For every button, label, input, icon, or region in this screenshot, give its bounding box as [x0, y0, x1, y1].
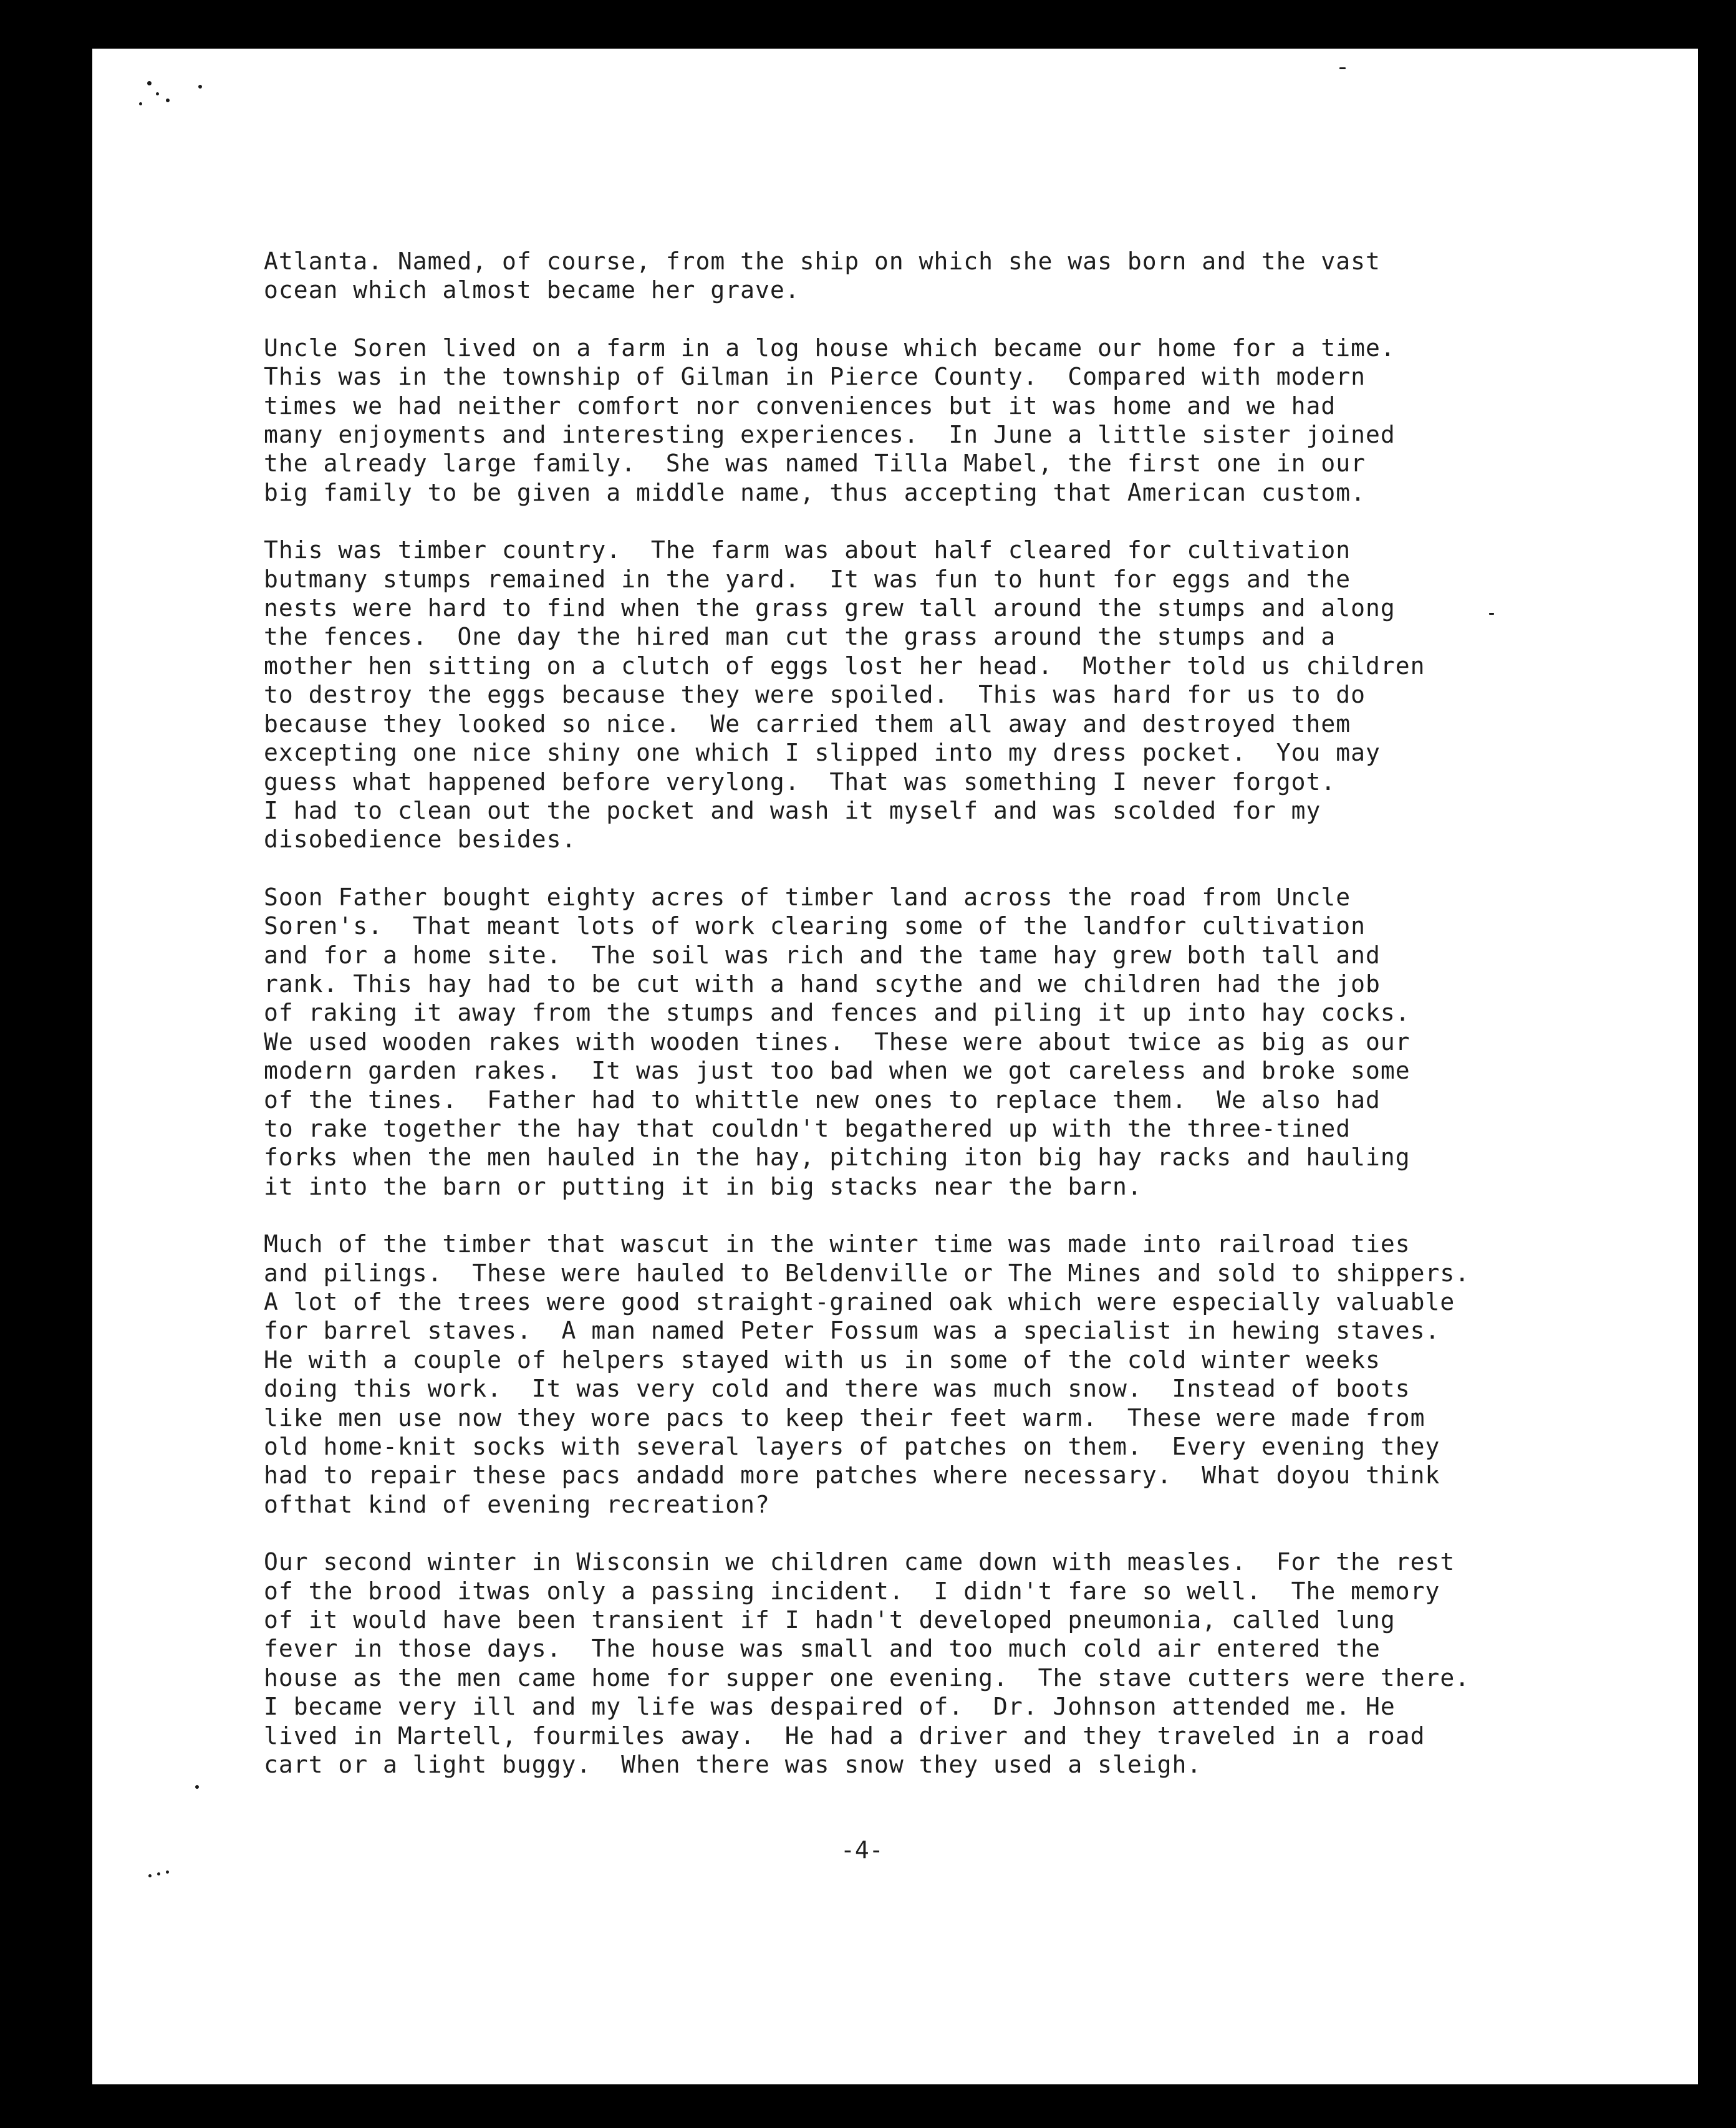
text-line: Much of the timber that wascut in the winter time was made into railroad ties: [264, 1230, 1410, 1258]
text-line: A lot of the trees were good straight-grained oak which were especially valuable: [264, 1288, 1455, 1316]
text-line: the already large family. She was named Tilla Mabel, the first one in our: [264, 450, 1366, 478]
scan-speck: [147, 81, 152, 85]
scan-speck: [156, 92, 159, 95]
scan-speck: [1339, 67, 1346, 69]
text-line: Soren's. That meant lots of work clearing some of the landfor cultivation: [264, 912, 1366, 940]
text-line: Atlanta. Named, of course, from the ship on which she was born and the vast: [264, 248, 1381, 275]
text-line: of raking it away from the stumps and fences and piling it up into hay cocks.: [264, 999, 1410, 1027]
scan-speck: [166, 99, 170, 102]
text-line: to destroy the eggs because they were spoiled. This was hard for us to do: [264, 681, 1366, 709]
text-line: of it would have been transient if I hadn't developed pneumonia, called lung: [264, 1606, 1396, 1634]
paper-sheet: [92, 49, 1698, 2084]
text-line: and pilings. These were hauled to Beldenville or The Mines and sold to shippers.: [264, 1259, 1470, 1287]
paragraph-ship-name: [264, 247, 1654, 305]
text-line: of the tines. Father had to whittle new ones to replace them. We also had: [264, 1086, 1381, 1114]
text-line: and for a home site. The soil was rich and the tame hay grew both tall and: [264, 941, 1381, 969]
text-line: mother hen sitting on a clutch of eggs lost her head. Mother told us children: [264, 652, 1425, 680]
scan-speck: [157, 1872, 160, 1875]
scan-speck: [166, 1870, 169, 1874]
text-line: house as the men came home for supper one evening. The stave cutters were there.: [264, 1663, 1470, 1692]
text-line: butmany stumps remained in the yard. It was fun to hunt for eggs and the: [264, 565, 1351, 593]
text-line: He with a couple of helpers stayed with us in some of the cold winter weeks: [264, 1346, 1381, 1374]
text-line: Soon Father bought eighty acres of timber land across the road from Uncle: [264, 883, 1351, 911]
text-line: We used wooden rakes with wooden tines. These were about twice as big as our: [264, 1028, 1410, 1056]
text-line: Our second winter in Wisconsin we children came down with measles. For the rest: [264, 1548, 1455, 1576]
document-body: [264, 247, 1654, 1808]
text-line: times we had neither comfort nor conveniences but it was home and we had: [264, 392, 1336, 420]
text-line: it into the barn or putting it in big stacks near the barn.: [264, 1172, 1142, 1200]
text-line: big family to be given a middle name, thus accepting that American custom.: [264, 478, 1366, 506]
paragraph-railroad-ties: [264, 1230, 1654, 1519]
text-line: like men use now they wore pacs to keep their feet warm. These were made from: [264, 1403, 1425, 1432]
text-line: because they looked so nice. We carried them all away and destroyed them: [264, 710, 1351, 738]
scan-speck: [198, 85, 202, 89]
scan-speck: [195, 1785, 199, 1789]
paragraph-timber-country: [264, 536, 1654, 854]
text-line: for barrel staves. A man named Peter Fossum was a specialist in hewing staves.: [264, 1317, 1440, 1345]
text-line: doing this work. It was very cold and there was much snow. Instead of boots: [264, 1375, 1410, 1403]
page-number: -4-: [841, 1836, 884, 1864]
text-line: I became very ill and my life was despaired of. Dr. Johnson attended me. He: [264, 1693, 1396, 1721]
text-line: lived in Martell, fourmiles away. He had a driver and they traveled in a road: [264, 1721, 1425, 1750]
text-line: many enjoyments and interesting experiences. In June a little sister joined: [264, 421, 1396, 449]
text-line: This was timber country. The farm was about half cleared for cultivation: [264, 536, 1351, 564]
paragraph-timber-land: [264, 883, 1654, 1201]
text-line: nests were hard to find when the grass grew tall around the stumps and along: [264, 594, 1396, 622]
text-line: had to repair these pacs andadd more patches where necessary. What doyou think: [264, 1461, 1440, 1490]
text-line: ocean which almost became her grave.: [264, 276, 800, 304]
scan-speck: [139, 102, 142, 105]
text-line: Uncle Soren lived on a farm in a log house which became our home for a time.: [264, 334, 1396, 362]
paragraph-uncle-soren: [264, 334, 1654, 507]
scan-speck: [148, 1874, 152, 1877]
text-line: of the brood itwas only a passing incident. I didn't fare so well. The memory: [264, 1577, 1440, 1605]
text-line: disobedience besides.: [264, 826, 577, 854]
text-line: guess what happened before verylong. That was something I never forgot.: [264, 768, 1336, 796]
text-line: to rake together the hay that couldn't begathered up with the three-tined: [264, 1114, 1351, 1142]
text-line: ofthat kind of evening recreation?: [264, 1490, 770, 1518]
text-line: rank. This hay had to be cut with a hand scythe and we children had the job: [264, 970, 1381, 998]
text-line: the fences. One day the hired man cut the grass around the stumps and a: [264, 623, 1336, 651]
text-line: cart or a light buggy. When there was snow they used a sleigh.: [264, 1751, 1202, 1779]
text-line: This was in the township of Gilman in Pierce County. Compared with modern: [264, 363, 1366, 391]
text-line: fever in those days. The house was small and too much cold air entered the: [264, 1635, 1381, 1663]
text-line: modern garden rakes. It was just too bad when we got careless and broke some: [264, 1057, 1410, 1085]
text-line: forks when the men hauled in the hay, pitching iton big hay racks and hauling: [264, 1143, 1410, 1172]
text-line: I had to clean out the pocket and wash it myself and was scolded for my: [264, 796, 1321, 824]
text-line: old home-knit socks with several layers of patches on them. Every evening they: [264, 1433, 1440, 1461]
text-line: excepting one nice shiny one which I slipped into my dress pocket. You may: [264, 739, 1381, 767]
paragraph-measles: [264, 1548, 1654, 1779]
